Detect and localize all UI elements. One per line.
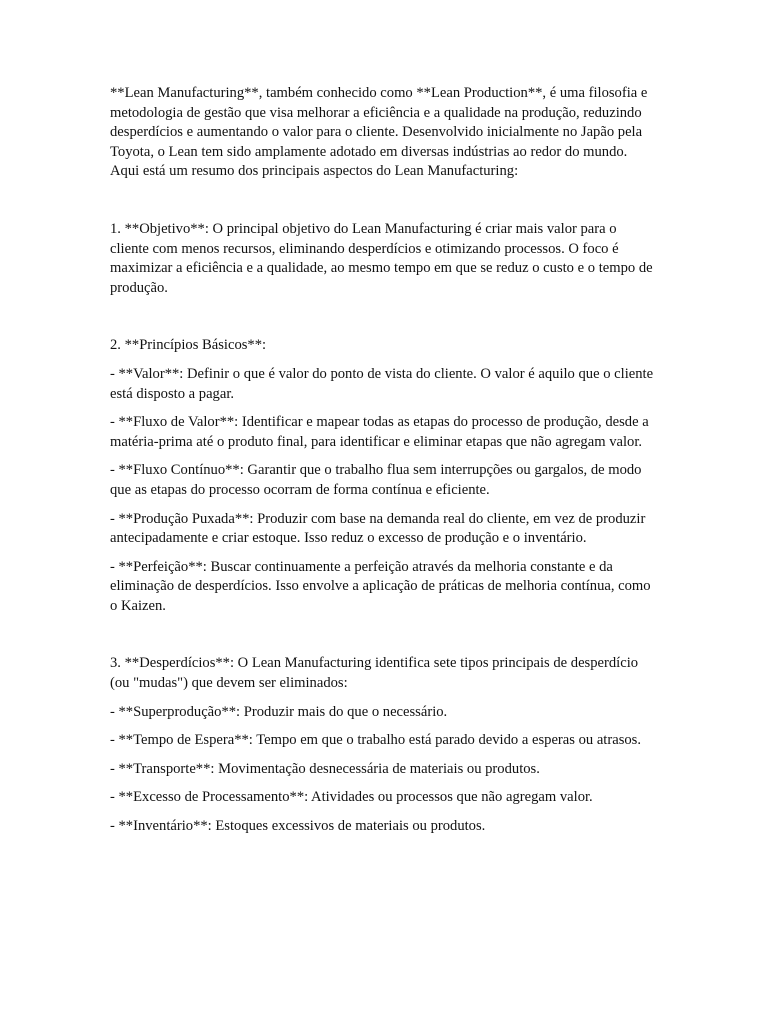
section-principios [110, 336, 658, 616]
list-item-producao-puxada: - **Produção Puxada**: Produzir com base na demanda real do cliente, em vez de produzir antecipadamente e criar estoque. Isso reduz o excesso de produção e o inventário. [110, 510, 646, 547]
list-item-perfeicao: - **Perfeição**: Buscar continuamente a perfeição através da melhoria constante e da eliminação de desperdícios. Isso envolve a aplicação de práticas de melhoria contínua, como o Kaizen. [110, 558, 651, 614]
list-item-excesso-de-processamento: - **Excesso de Processamento**: Atividades ou processos que não agregam valor. [110, 789, 593, 806]
list-item-tempo-de-espera: - **Tempo de Espera**: Tempo em que o trabalho está parado devido a esperas ou atrasos. [110, 732, 641, 749]
list-item-fluxo-continuo: - **Fluxo Contínuo**: Garantir que o trabalho flua sem interrupções ou gargalos, de modo que as etapas do processo ocorram de forma contínua e eficiente. [110, 462, 642, 498]
section-principios-heading: 2. **Princípios Básicos**: [110, 337, 267, 354]
section-desperdicios [110, 654, 658, 836]
section-objetivo-text: 1. **Objetivo**: O principal objetivo do Lean Manufacturing é criar mais valor para o cliente com menos recursos, eliminando desperdícios e otimizando processos. O foco é maximizar a eficiência e a qualidade, ao mesmo tempo em que se reduz o custo e o tempo de produção. [110, 220, 653, 296]
list-item-transporte: - **Transporte**: Movimentação desnecessária de materiais ou produtos. [110, 760, 540, 777]
intro-paragraph: **Lean Manufacturing**, também conhecido como **Lean Production**, é uma filosofia e metodologia de gestão que visa melhorar a eficiência e a qualidade na produção, reduzindo desperdícios e aumentando o valor para o cliente. Desenvolvido inicialmente no Japão pela Toyota, o Lean tem sido amplamente adotado em diversas indústrias ao redor do mundo. Aqui está um resumo dos principais aspectos do Lean Manufacturing: [110, 85, 648, 180]
section-objetivo [110, 220, 658, 298]
list-item-fluxo-de-valor: - **Fluxo de Valor**: Identificar e mapear todas as etapas do processo de produção, desde a matéria-prima até o produto final, para identificar e eliminar etapas que não agregam valor. [110, 414, 649, 450]
list-item-inventario: - **Inventário**: Estoques excessivos de materiais ou produtos. [110, 818, 486, 835]
document-page [110, 84, 658, 846]
list-item-valor: - **Valor**: Definir o que é valor do ponto de vista do cliente. O valor é aquilo que o cliente está disposto a pagar. [110, 365, 654, 402]
section-desperdicios-heading: 3. **Desperdícios**: O Lean Manufacturing identifica sete tipos principais de desperdício (ou "mudas") que devem ser eliminados: [110, 655, 639, 692]
list-item-superproducao: - **Superprodução**: Produzir mais do que o necessário. [110, 703, 448, 720]
